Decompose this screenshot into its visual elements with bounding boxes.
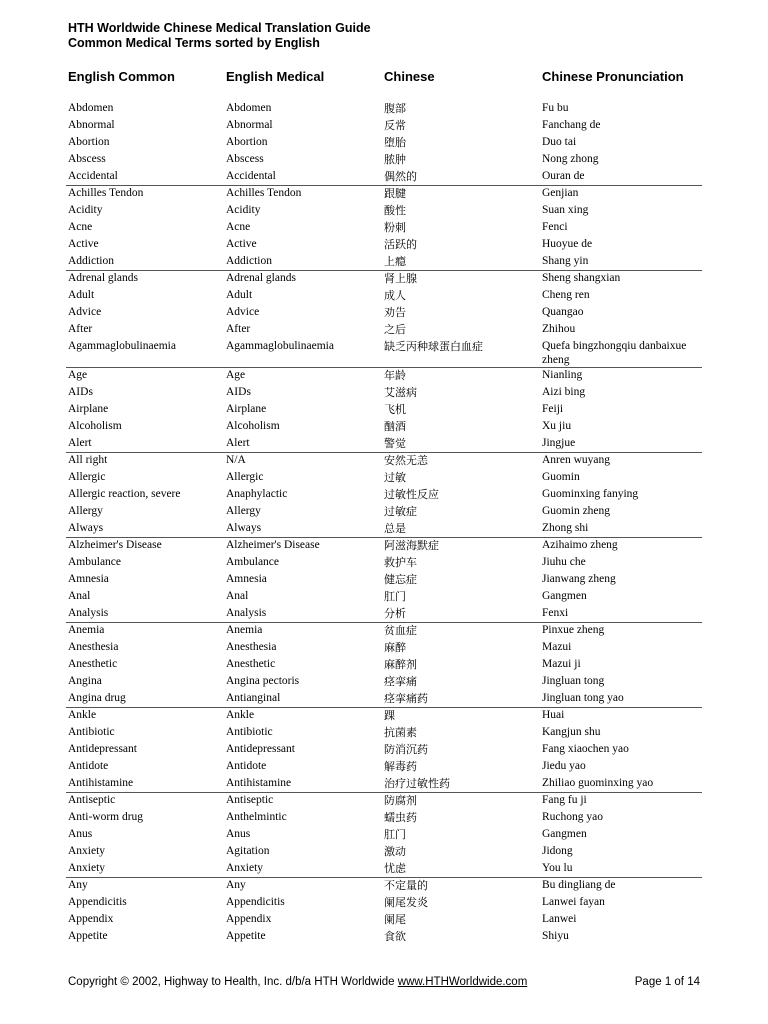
table-row bbox=[0, 287, 768, 304]
cell-english-common: Adult bbox=[68, 289, 95, 301]
cell-english-common: Ankle bbox=[68, 709, 97, 721]
table-row bbox=[0, 707, 768, 724]
table-row bbox=[0, 792, 768, 809]
cell-english-common: Addiction bbox=[68, 255, 114, 267]
cell-english-medical: Anesthesia bbox=[226, 641, 277, 653]
cell-pronunciation: Genjian bbox=[542, 187, 579, 199]
cell-english-medical: Ankle bbox=[226, 709, 255, 721]
cell-pronunciation: Xu jiu bbox=[542, 420, 572, 432]
table-row bbox=[0, 202, 768, 219]
cell-pronunciation: Ouran de bbox=[542, 170, 585, 182]
table-row bbox=[0, 117, 768, 134]
cell-chinese: 分析 bbox=[384, 607, 406, 620]
column-header-english-medical: English Medical bbox=[226, 69, 325, 84]
table-row bbox=[0, 253, 768, 270]
cell-chinese: 成人 bbox=[384, 289, 406, 302]
cell-pronunciation: Mazui ji bbox=[542, 658, 581, 670]
cell-english-common: Anemia bbox=[68, 624, 105, 636]
table-row bbox=[0, 690, 768, 707]
cell-english-common: Amnesia bbox=[68, 573, 109, 585]
cell-chinese: 防消沉药 bbox=[384, 743, 428, 756]
table-row bbox=[0, 418, 768, 435]
cell-english-medical: Angina pectoris bbox=[226, 675, 300, 687]
table-row bbox=[0, 367, 768, 384]
cell-chinese: 忧虑 bbox=[384, 862, 406, 875]
cell-english-medical: Antiseptic bbox=[226, 794, 274, 806]
cell-chinese: 过敏 bbox=[384, 471, 406, 484]
cell-english-common: Analysis bbox=[68, 607, 109, 619]
table-row bbox=[0, 236, 768, 253]
cell-chinese: 痉挛痛药 bbox=[384, 692, 428, 705]
cell-pronunciation: Quefa bingzhongqiu danbaixue zheng bbox=[542, 340, 687, 366]
table-row bbox=[0, 758, 768, 775]
cell-english-medical: Acidity bbox=[226, 204, 261, 216]
cell-english-medical: Antianginal bbox=[226, 692, 281, 704]
cell-english-common: Ambulance bbox=[68, 556, 122, 568]
cell-english-medical: Accidental bbox=[226, 170, 276, 182]
table-row bbox=[0, 321, 768, 338]
cell-pronunciation: Nong zhong bbox=[542, 153, 599, 165]
cell-pronunciation: Zhihou bbox=[542, 323, 576, 335]
cell-pronunciation: Huai bbox=[542, 709, 565, 721]
cell-chinese: 酗酒 bbox=[384, 420, 406, 433]
cell-pronunciation: Feiji bbox=[542, 403, 564, 415]
cell-english-common: Abscess bbox=[68, 153, 106, 165]
cell-english-common: Accidental bbox=[68, 170, 118, 182]
cell-chinese: 抗菌素 bbox=[384, 726, 417, 739]
cell-chinese: 过敏性反应 bbox=[384, 488, 439, 501]
cell-english-common: Angina bbox=[68, 675, 102, 687]
cell-chinese: 上瘾 bbox=[384, 255, 406, 268]
cell-chinese: 飞机 bbox=[384, 403, 406, 416]
cell-chinese: 警觉 bbox=[384, 437, 406, 450]
table-row bbox=[0, 877, 768, 894]
cell-pronunciation: Lanwei bbox=[542, 913, 577, 925]
cell-chinese: 健忘症 bbox=[384, 573, 417, 586]
table-row bbox=[0, 775, 768, 792]
cell-english-medical: Adult bbox=[226, 289, 253, 301]
cell-chinese: 激动 bbox=[384, 845, 406, 858]
column-headers bbox=[0, 69, 768, 87]
cell-pronunciation: Guominxing fanying bbox=[542, 488, 639, 500]
table-row bbox=[0, 486, 768, 503]
table-row bbox=[0, 270, 768, 287]
cell-english-medical: Anus bbox=[226, 828, 251, 840]
cell-pronunciation: Jiedu yao bbox=[542, 760, 586, 772]
cell-english-medical: Antibiotic bbox=[226, 726, 273, 738]
footer-copyright bbox=[68, 976, 527, 988]
cell-pronunciation: Bu dingliang de bbox=[542, 879, 616, 891]
cell-pronunciation: Aizi bing bbox=[542, 386, 586, 398]
cell-english-medical: Active bbox=[226, 238, 257, 250]
table-row bbox=[0, 537, 768, 554]
title-line-1: HTH Worldwide Chinese Medical Translation Guide bbox=[68, 21, 371, 35]
table-row bbox=[0, 826, 768, 843]
cell-pronunciation: Fenci bbox=[542, 221, 568, 233]
table-row bbox=[0, 605, 768, 622]
cell-pronunciation: Fang fu ji bbox=[542, 794, 587, 806]
cell-pronunciation: Mazui bbox=[542, 641, 572, 653]
column-header-pronunciation: Chinese Pronunciation bbox=[542, 69, 684, 84]
cell-english-medical: Addiction bbox=[226, 255, 272, 267]
cell-english-medical: Abnormal bbox=[226, 119, 273, 131]
cell-pronunciation: Fang xiaochen yao bbox=[542, 743, 629, 755]
cell-pronunciation: Fanchang de bbox=[542, 119, 601, 131]
cell-pronunciation: Lanwei fayan bbox=[542, 896, 605, 908]
cell-chinese: 麻醉剂 bbox=[384, 658, 417, 671]
cell-english-medical: Anal bbox=[226, 590, 249, 602]
cell-chinese: 蠕虫药 bbox=[384, 811, 417, 824]
cell-english-common: Acidity bbox=[68, 204, 103, 216]
table-row bbox=[0, 588, 768, 605]
cell-pronunciation: Cheng ren bbox=[542, 289, 590, 301]
cell-english-common: All right bbox=[68, 454, 108, 466]
cell-english-medical: Appendix bbox=[226, 913, 272, 925]
cell-english-common: Alzheimer's Disease bbox=[68, 539, 162, 551]
cell-pronunciation: You lu bbox=[542, 862, 573, 874]
cell-english-medical: Antidepressant bbox=[226, 743, 295, 755]
document-title bbox=[68, 21, 371, 51]
cell-pronunciation: Fu bu bbox=[542, 102, 569, 114]
table-row bbox=[0, 185, 768, 202]
cell-chinese: 肛门 bbox=[384, 828, 406, 841]
cell-pronunciation: Kangjun shu bbox=[542, 726, 601, 738]
cell-english-medical: Agammaglobulinaemia bbox=[226, 340, 334, 352]
cell-english-common: Alert bbox=[68, 437, 92, 449]
cell-english-common: Anxiety bbox=[68, 862, 106, 874]
cell-english-common: Antibiotic bbox=[68, 726, 115, 738]
cell-english-medical: Always bbox=[226, 522, 262, 534]
cell-english-common: Age bbox=[68, 369, 88, 381]
table-row bbox=[0, 571, 768, 588]
cell-english-medical: Appendicitis bbox=[226, 896, 285, 908]
cell-chinese: 腹部 bbox=[384, 102, 406, 115]
copyright-text: Copyright © 2002, Highway to Health, Inc. d/b/a HTH Worldwide bbox=[68, 976, 398, 988]
cell-english-common: After bbox=[68, 323, 93, 335]
table-row bbox=[0, 452, 768, 469]
cell-pronunciation: Zhiliao guominxing yao bbox=[542, 777, 654, 789]
cell-chinese: 救护车 bbox=[384, 556, 417, 569]
table-row bbox=[0, 656, 768, 673]
cell-pronunciation: Shiyu bbox=[542, 930, 569, 942]
table-row bbox=[0, 469, 768, 486]
cell-english-medical: Allergy bbox=[226, 505, 261, 517]
cell-english-medical: Age bbox=[226, 369, 246, 381]
cell-english-common: Any bbox=[68, 879, 88, 891]
cell-chinese: 脓肿 bbox=[384, 153, 406, 166]
cell-pronunciation: Fenxi bbox=[542, 607, 569, 619]
cell-english-medical: Airplane bbox=[226, 403, 267, 415]
table-row bbox=[0, 520, 768, 537]
table-row bbox=[0, 894, 768, 911]
cell-english-medical: Antihistamine bbox=[226, 777, 292, 789]
cell-english-common: AIDs bbox=[68, 386, 93, 398]
table-row bbox=[0, 639, 768, 656]
cell-english-common: Acne bbox=[68, 221, 93, 233]
cell-english-medical: Anemia bbox=[226, 624, 263, 636]
table-row bbox=[0, 151, 768, 168]
page-number: Page 1 of 14 bbox=[634, 976, 700, 988]
cell-chinese: 治疗过敏性药 bbox=[384, 777, 450, 790]
cell-english-medical: N/A bbox=[226, 454, 246, 466]
cell-chinese: 食欲 bbox=[384, 930, 406, 943]
cell-chinese: 痉挛痛 bbox=[384, 675, 417, 688]
cell-english-medical: Allergic bbox=[226, 471, 264, 483]
cell-english-common: Antiseptic bbox=[68, 794, 116, 806]
cell-pronunciation: Gangmen bbox=[542, 828, 587, 840]
cell-english-common: Anesthetic bbox=[68, 658, 118, 670]
cell-english-common: Achilles Tendon bbox=[68, 187, 144, 199]
cell-english-common: Advice bbox=[68, 306, 102, 318]
cell-pronunciation: Suan xing bbox=[542, 204, 589, 216]
cell-english-medical: Adrenal glands bbox=[226, 272, 296, 284]
cell-chinese: 肛门 bbox=[384, 590, 406, 603]
table-row bbox=[0, 928, 768, 945]
table-row bbox=[0, 673, 768, 690]
cell-chinese: 之后 bbox=[384, 323, 406, 336]
cell-english-medical: Advice bbox=[226, 306, 260, 318]
cell-english-medical: Agitation bbox=[226, 845, 270, 857]
cell-english-medical: Antidote bbox=[226, 760, 267, 772]
cell-english-common: Anxiety bbox=[68, 845, 106, 857]
cell-pronunciation: Pinxue zheng bbox=[542, 624, 605, 636]
cell-english-common: Agammaglobulinaemia bbox=[68, 340, 176, 352]
cell-english-medical: Alert bbox=[226, 437, 250, 449]
cell-pronunciation: Anren wuyang bbox=[542, 454, 611, 466]
cell-english-medical: Alcoholism bbox=[226, 420, 280, 432]
cell-english-common: Antihistamine bbox=[68, 777, 134, 789]
cell-chinese: 反常 bbox=[384, 119, 406, 132]
table-row bbox=[0, 860, 768, 877]
cell-chinese: 踝 bbox=[384, 709, 395, 722]
cell-english-medical: Amnesia bbox=[226, 573, 267, 585]
cell-pronunciation: Jingluan tong bbox=[542, 675, 605, 687]
cell-chinese: 偶然的 bbox=[384, 170, 417, 183]
cell-english-medical: Anxiety bbox=[226, 862, 264, 874]
cell-chinese: 总是 bbox=[384, 522, 406, 535]
cell-english-common: Active bbox=[68, 238, 99, 250]
cell-chinese: 阑尾 bbox=[384, 913, 406, 926]
cell-chinese: 麻醉 bbox=[384, 641, 406, 654]
cell-english-common: Alcoholism bbox=[68, 420, 122, 432]
cell-english-medical: Analysis bbox=[226, 607, 267, 619]
table-row bbox=[0, 435, 768, 452]
cell-english-common: Allergic reaction, severe bbox=[68, 488, 181, 500]
cell-english-common: Airplane bbox=[68, 403, 109, 415]
cell-english-common: Angina drug bbox=[68, 692, 126, 704]
cell-english-common: Abortion bbox=[68, 136, 110, 148]
column-header-english-common: English Common bbox=[68, 69, 175, 84]
cell-chinese: 解毒药 bbox=[384, 760, 417, 773]
cell-english-medical: Appetite bbox=[226, 930, 266, 942]
cell-pronunciation: Jidong bbox=[542, 845, 573, 857]
table-row bbox=[0, 384, 768, 401]
cell-english-medical: Any bbox=[226, 879, 246, 891]
cell-english-medical: Anesthetic bbox=[226, 658, 276, 670]
table-row bbox=[0, 724, 768, 741]
cell-chinese: 劝告 bbox=[384, 306, 406, 319]
table-row bbox=[0, 622, 768, 639]
cell-chinese: 艾滋病 bbox=[384, 386, 417, 399]
cell-chinese: 堕胎 bbox=[384, 136, 406, 149]
table-row bbox=[0, 134, 768, 151]
cell-english-common: Antidote bbox=[68, 760, 109, 772]
cell-chinese: 缺乏丙种球蛋白血症 bbox=[384, 340, 483, 353]
cell-chinese: 阿滋海默症 bbox=[384, 539, 439, 552]
cell-english-medical: AIDs bbox=[226, 386, 251, 398]
table-row bbox=[0, 843, 768, 860]
cell-english-common: Abnormal bbox=[68, 119, 115, 131]
cell-english-common: Always bbox=[68, 522, 104, 534]
cell-pronunciation: Jianwang zheng bbox=[542, 573, 616, 585]
cell-english-common: Appetite bbox=[68, 930, 108, 942]
cell-english-medical: Abscess bbox=[226, 153, 264, 165]
cell-english-medical: Alzheimer's Disease bbox=[226, 539, 320, 551]
table-row bbox=[0, 741, 768, 758]
cell-chinese: 防腐剂 bbox=[384, 794, 417, 807]
cell-pronunciation: Zhong shi bbox=[542, 522, 589, 534]
cell-chinese: 贫血症 bbox=[384, 624, 417, 637]
cell-chinese: 粉刺 bbox=[384, 221, 406, 234]
cell-chinese: 年龄 bbox=[384, 369, 406, 382]
cell-english-medical: Anaphylactic bbox=[226, 488, 288, 500]
cell-chinese: 活跃的 bbox=[384, 238, 417, 251]
table-row bbox=[0, 401, 768, 418]
website-link[interactable]: www.HTHWorldwide.com bbox=[397, 976, 528, 988]
cell-english-medical: Acne bbox=[226, 221, 251, 233]
cell-pronunciation: Azihaimo zheng bbox=[542, 539, 618, 551]
cell-english-medical: Abdomen bbox=[226, 102, 272, 114]
cell-pronunciation: Jingjue bbox=[542, 437, 576, 449]
cell-english-common: Anus bbox=[68, 828, 93, 840]
cell-pronunciation: Jingluan tong yao bbox=[542, 692, 624, 704]
cell-pronunciation: Ruchong yao bbox=[542, 811, 604, 823]
table-row bbox=[0, 100, 768, 117]
cell-chinese: 不定量的 bbox=[384, 879, 428, 892]
cell-chinese: 安然无恙 bbox=[384, 454, 428, 467]
cell-english-common: Abdomen bbox=[68, 102, 114, 114]
page-footer bbox=[68, 976, 700, 992]
cell-english-medical: After bbox=[226, 323, 251, 335]
table-row bbox=[0, 219, 768, 236]
cell-chinese: 肾上腺 bbox=[384, 272, 417, 285]
cell-chinese: 跟腱 bbox=[384, 187, 406, 200]
cell-chinese: 阑尾发炎 bbox=[384, 896, 428, 909]
table-row bbox=[0, 554, 768, 571]
cell-english-common: Anti-worm drug bbox=[68, 811, 144, 823]
cell-english-medical: Ambulance bbox=[226, 556, 280, 568]
cell-english-common: Antidepressant bbox=[68, 743, 137, 755]
cell-pronunciation: Nianling bbox=[542, 369, 583, 381]
table-row bbox=[0, 911, 768, 928]
cell-pronunciation: Duo tai bbox=[542, 136, 577, 148]
table-row bbox=[0, 809, 768, 826]
table-row bbox=[0, 304, 768, 321]
cell-pronunciation: Guomin zheng bbox=[542, 505, 611, 517]
cell-english-medical: Achilles Tendon bbox=[226, 187, 302, 199]
column-header-chinese: Chinese bbox=[384, 69, 435, 84]
cell-english-medical: Anthelmintic bbox=[226, 811, 287, 823]
table-row bbox=[0, 503, 768, 520]
cell-english-common: Anal bbox=[68, 590, 91, 602]
cell-english-common: Anesthesia bbox=[68, 641, 119, 653]
cell-pronunciation: Gangmen bbox=[542, 590, 587, 602]
cell-chinese: 过敏症 bbox=[384, 505, 417, 518]
cell-english-common: Appendicitis bbox=[68, 896, 127, 908]
title-line-2: Common Medical Terms sorted by English bbox=[68, 36, 320, 50]
cell-pronunciation: Huoyue de bbox=[542, 238, 593, 250]
cell-chinese: 酸性 bbox=[384, 204, 406, 217]
terms-table bbox=[0, 100, 768, 945]
table-row bbox=[0, 168, 768, 185]
cell-english-medical: Abortion bbox=[226, 136, 268, 148]
cell-pronunciation: Quangao bbox=[542, 306, 584, 318]
cell-english-common: Allergic bbox=[68, 471, 106, 483]
cell-pronunciation: Shang yin bbox=[542, 255, 589, 267]
cell-english-common: Adrenal glands bbox=[68, 272, 138, 284]
table-row bbox=[0, 338, 768, 367]
cell-pronunciation: Guomin bbox=[542, 471, 580, 483]
cell-pronunciation: Sheng shangxian bbox=[542, 272, 621, 284]
cell-pronunciation: Jiuhu che bbox=[542, 556, 586, 568]
cell-english-common: Appendix bbox=[68, 913, 114, 925]
cell-english-common: Allergy bbox=[68, 505, 103, 517]
